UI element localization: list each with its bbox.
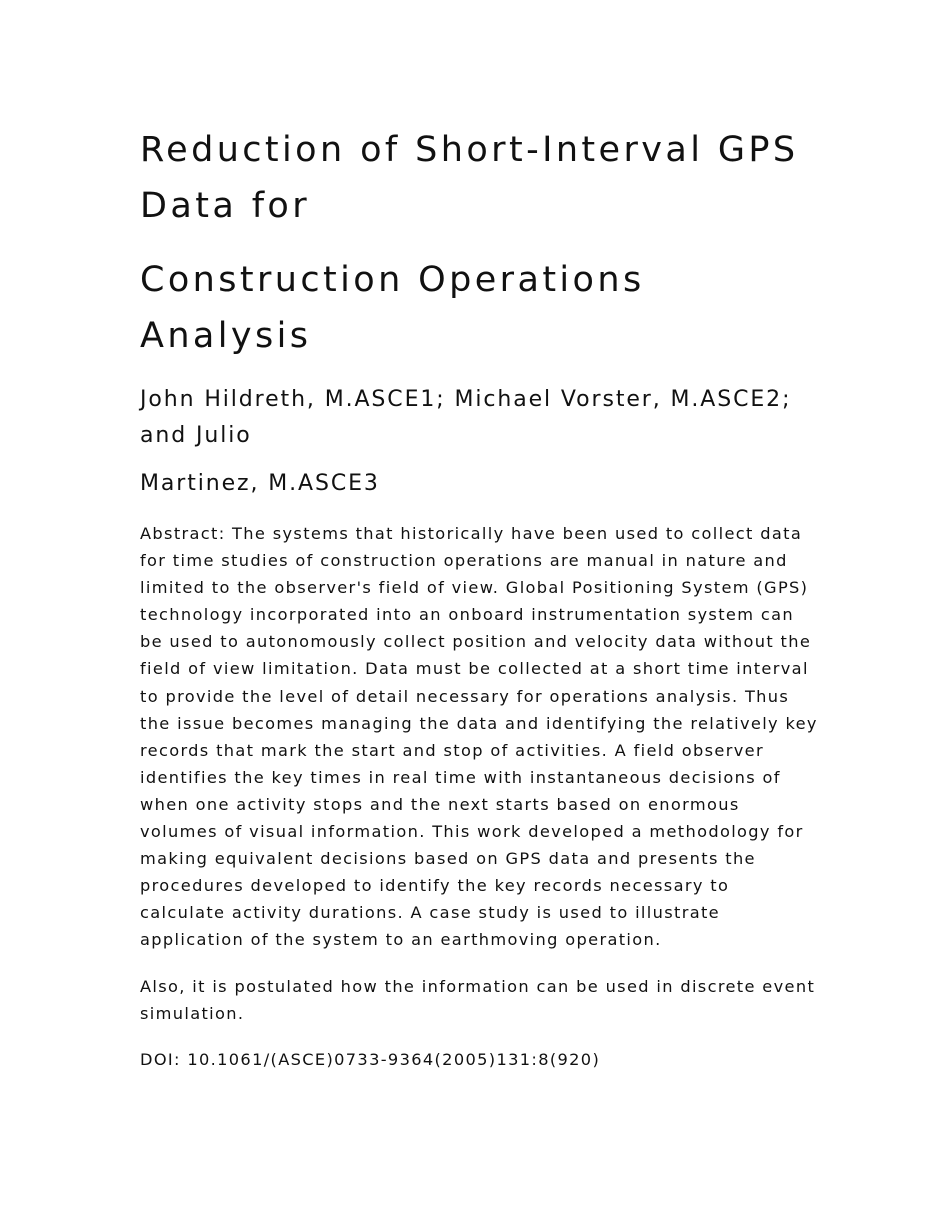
doi-line: DOI: 10.1061/(ASCE)0733-9364(2005)131:8(920) — [140, 1049, 601, 1069]
paper-page — [140, 122, 820, 1073]
abstract-continued-paragraph: Also, it is postulated how the information can be used in discrete event simulation. — [140, 976, 816, 1023]
paper-title-line-1: Reduction of Short-Interval GPS Data for — [140, 130, 799, 226]
paper-title-line-2: Construction Operations Analysis — [140, 260, 645, 356]
authors-line-2: Martinez, M.ASCE3 — [140, 471, 380, 496]
abstract-paragraph: Abstract: The systems that historically have been used to collect data for time studies of construction operations are manual in nature and limited to the observer's field of view. Global Positioning System (GPS) technology incorporated into an onboard instrumentation system can be used to autonomously collect position and velocity data without the field of view limitation. Data must be collected at a short time interval to provide the level of detail necessary for operations analysis. Thus the issue becomes managing the data and identifying the relatively key records that mark the start and stop of activities. A field observer identifies the key times in real time with instantaneous decisions of when one activity stops and the next starts based on enormous volumes of visual information. This work developed a methodology for making equivalent decisions based on GPS data and presents the procedures developed to identify the key records necessary to calculate activity durations. A case study is used to illustrate application of the system to an earthmoving operation. — [140, 524, 818, 950]
authors-line-1: John Hildreth, M.ASCE1; Michael Vorster, M.ASCE2; and Julio — [140, 387, 792, 448]
